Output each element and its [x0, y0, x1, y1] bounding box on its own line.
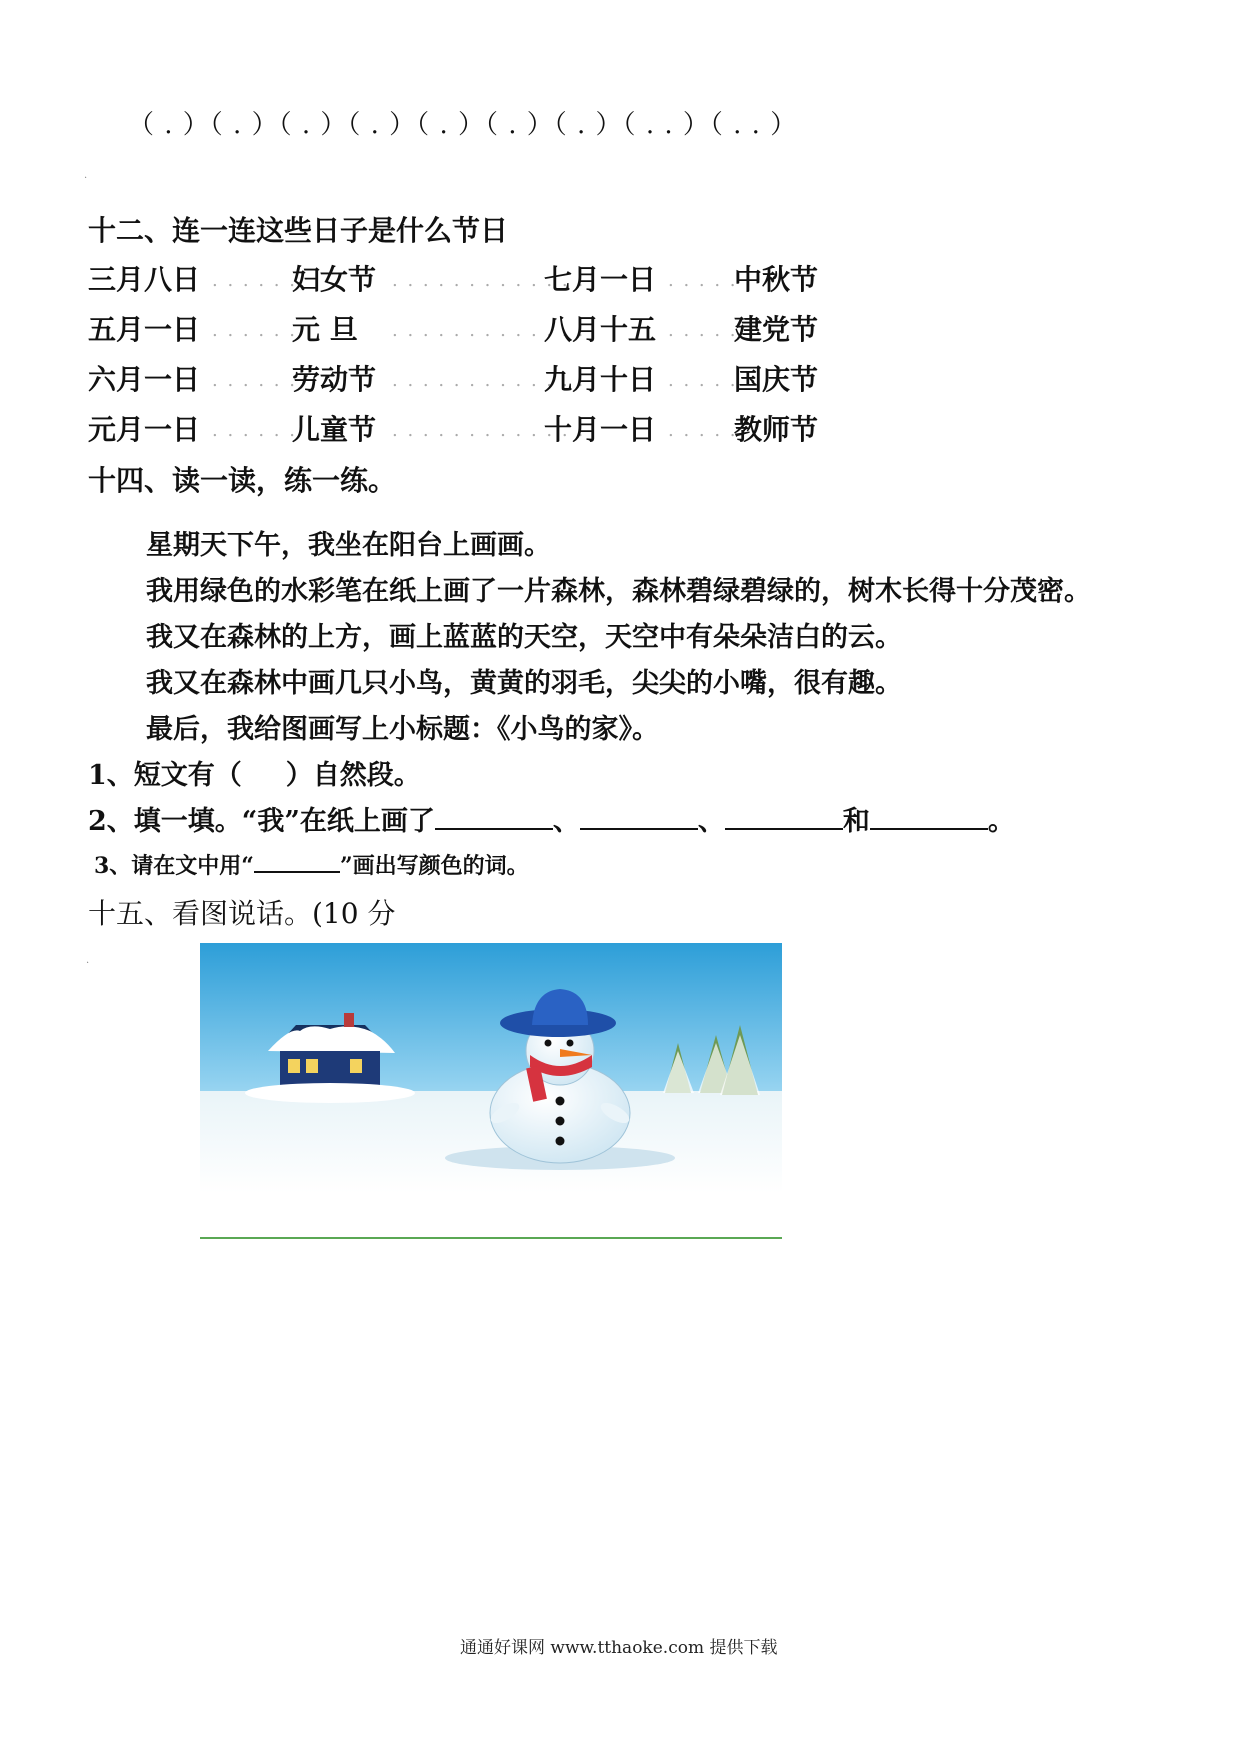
leader-dots: . . . . . . . . . . . . .: [392, 270, 586, 291]
leader-dots: . . . . . .: [212, 370, 297, 391]
question-1: [88, 753, 421, 792]
leader-dots: . . . . . . . . . . . . .: [392, 420, 586, 441]
passage-paragraph-1: 星期天下午，我坐在阳台上画画。: [146, 530, 551, 561]
leader-dots: . . . . .: [668, 270, 738, 291]
leader-dots: . . . . .: [668, 420, 738, 441]
section-15-title: 十五、看图说话。(10 分: [88, 897, 396, 930]
section-14-title: 十四、读一读，练一练。: [88, 464, 397, 497]
festival-left-1: 妇女节: [292, 263, 377, 296]
festival-right-2: 建党节: [734, 313, 819, 346]
section-12-title: 十二、连一连这些日子是什么节日: [88, 214, 509, 247]
passage-paragraph-4: 我又在森林中画几只小鸟，黄黄的羽毛，尖尖的小嘴，很有趣。: [146, 668, 902, 699]
footer-credit: 通通好课网 www.tthaoke.com 提供下载: [460, 1638, 778, 1658]
separator: 、: [697, 806, 725, 837]
question-3: [94, 849, 529, 880]
question-1-suffix: ）自然段。: [285, 760, 421, 791]
passage-paragraph-5: 最后，我给图画写上小标题：《小鸟的家》。: [146, 714, 659, 745]
leader-dots: . . . . . .: [212, 320, 297, 341]
answer-blank-4[interactable]: [870, 802, 988, 830]
festival-right-1: 中秋节: [734, 263, 819, 296]
festival-right-4: 教师节: [734, 413, 819, 446]
question-2: [88, 799, 1015, 838]
answer-blank-2[interactable]: [580, 802, 698, 830]
question-3-prefix: 3、请在文中用“: [94, 853, 254, 879]
underline-sample: [254, 851, 340, 873]
festival-left-4: 儿童节: [292, 413, 377, 446]
date-left-1: 三月八日: [88, 263, 201, 296]
answer-blank-3[interactable]: [725, 802, 843, 830]
festival-left-2: 元 旦: [292, 313, 358, 346]
dot-marker-2: .: [86, 955, 90, 966]
dot-marker: .: [84, 170, 88, 181]
date-right-3: 九月十日: [544, 363, 657, 396]
parentheses-answer-row: （ . ）（ . ）（ . ）（ . ）（ . ）（ . ）（ . ）（ . . ）（ . . ）: [128, 110, 798, 140]
snowman-picture: [200, 943, 782, 1193]
question-3-suffix: ”画出写颜色的词。: [339, 853, 529, 879]
leader-dots: . . . . . .: [212, 420, 297, 441]
date-right-2: 八月十五: [544, 313, 657, 346]
and-word: 和: [842, 806, 870, 837]
question-2-prefix: 2、填一填。“我”在纸上画了: [88, 806, 435, 837]
leader-dots: . . . . .: [668, 370, 738, 391]
date-left-4: 元月一日: [88, 413, 201, 446]
leader-dots: . . . . .: [668, 320, 738, 341]
leader-dots: . . . . . .: [212, 270, 297, 291]
passage-paragraph-2: 我用绿色的水彩笔在纸上画了一片森林，森林碧绿碧绿的，树木长得十分茂密。: [146, 576, 1091, 607]
date-right-1: 七月一日: [544, 263, 657, 296]
question-2-end: 。: [987, 806, 1015, 837]
answer-line[interactable]: [200, 1237, 782, 1239]
answer-blank-1[interactable]: [435, 802, 553, 830]
leader-dots: . . . . . . . . . . . . .: [392, 320, 586, 341]
date-left-2: 五月一日: [88, 313, 201, 346]
separator: 、: [552, 806, 580, 837]
festival-left-3: 劳动节: [292, 363, 377, 396]
festival-right-3: 国庆节: [734, 363, 819, 396]
date-left-3: 六月一日: [88, 363, 201, 396]
question-1-prefix: 1、短文有（: [88, 760, 242, 791]
leader-dots: . . . . . . . . . . . . .: [392, 370, 586, 391]
passage-paragraph-3: 我又在森林的上方，画上蓝蓝的天空，天空中有朵朵洁白的云。: [146, 622, 902, 653]
date-right-4: 十月一日: [544, 413, 657, 446]
